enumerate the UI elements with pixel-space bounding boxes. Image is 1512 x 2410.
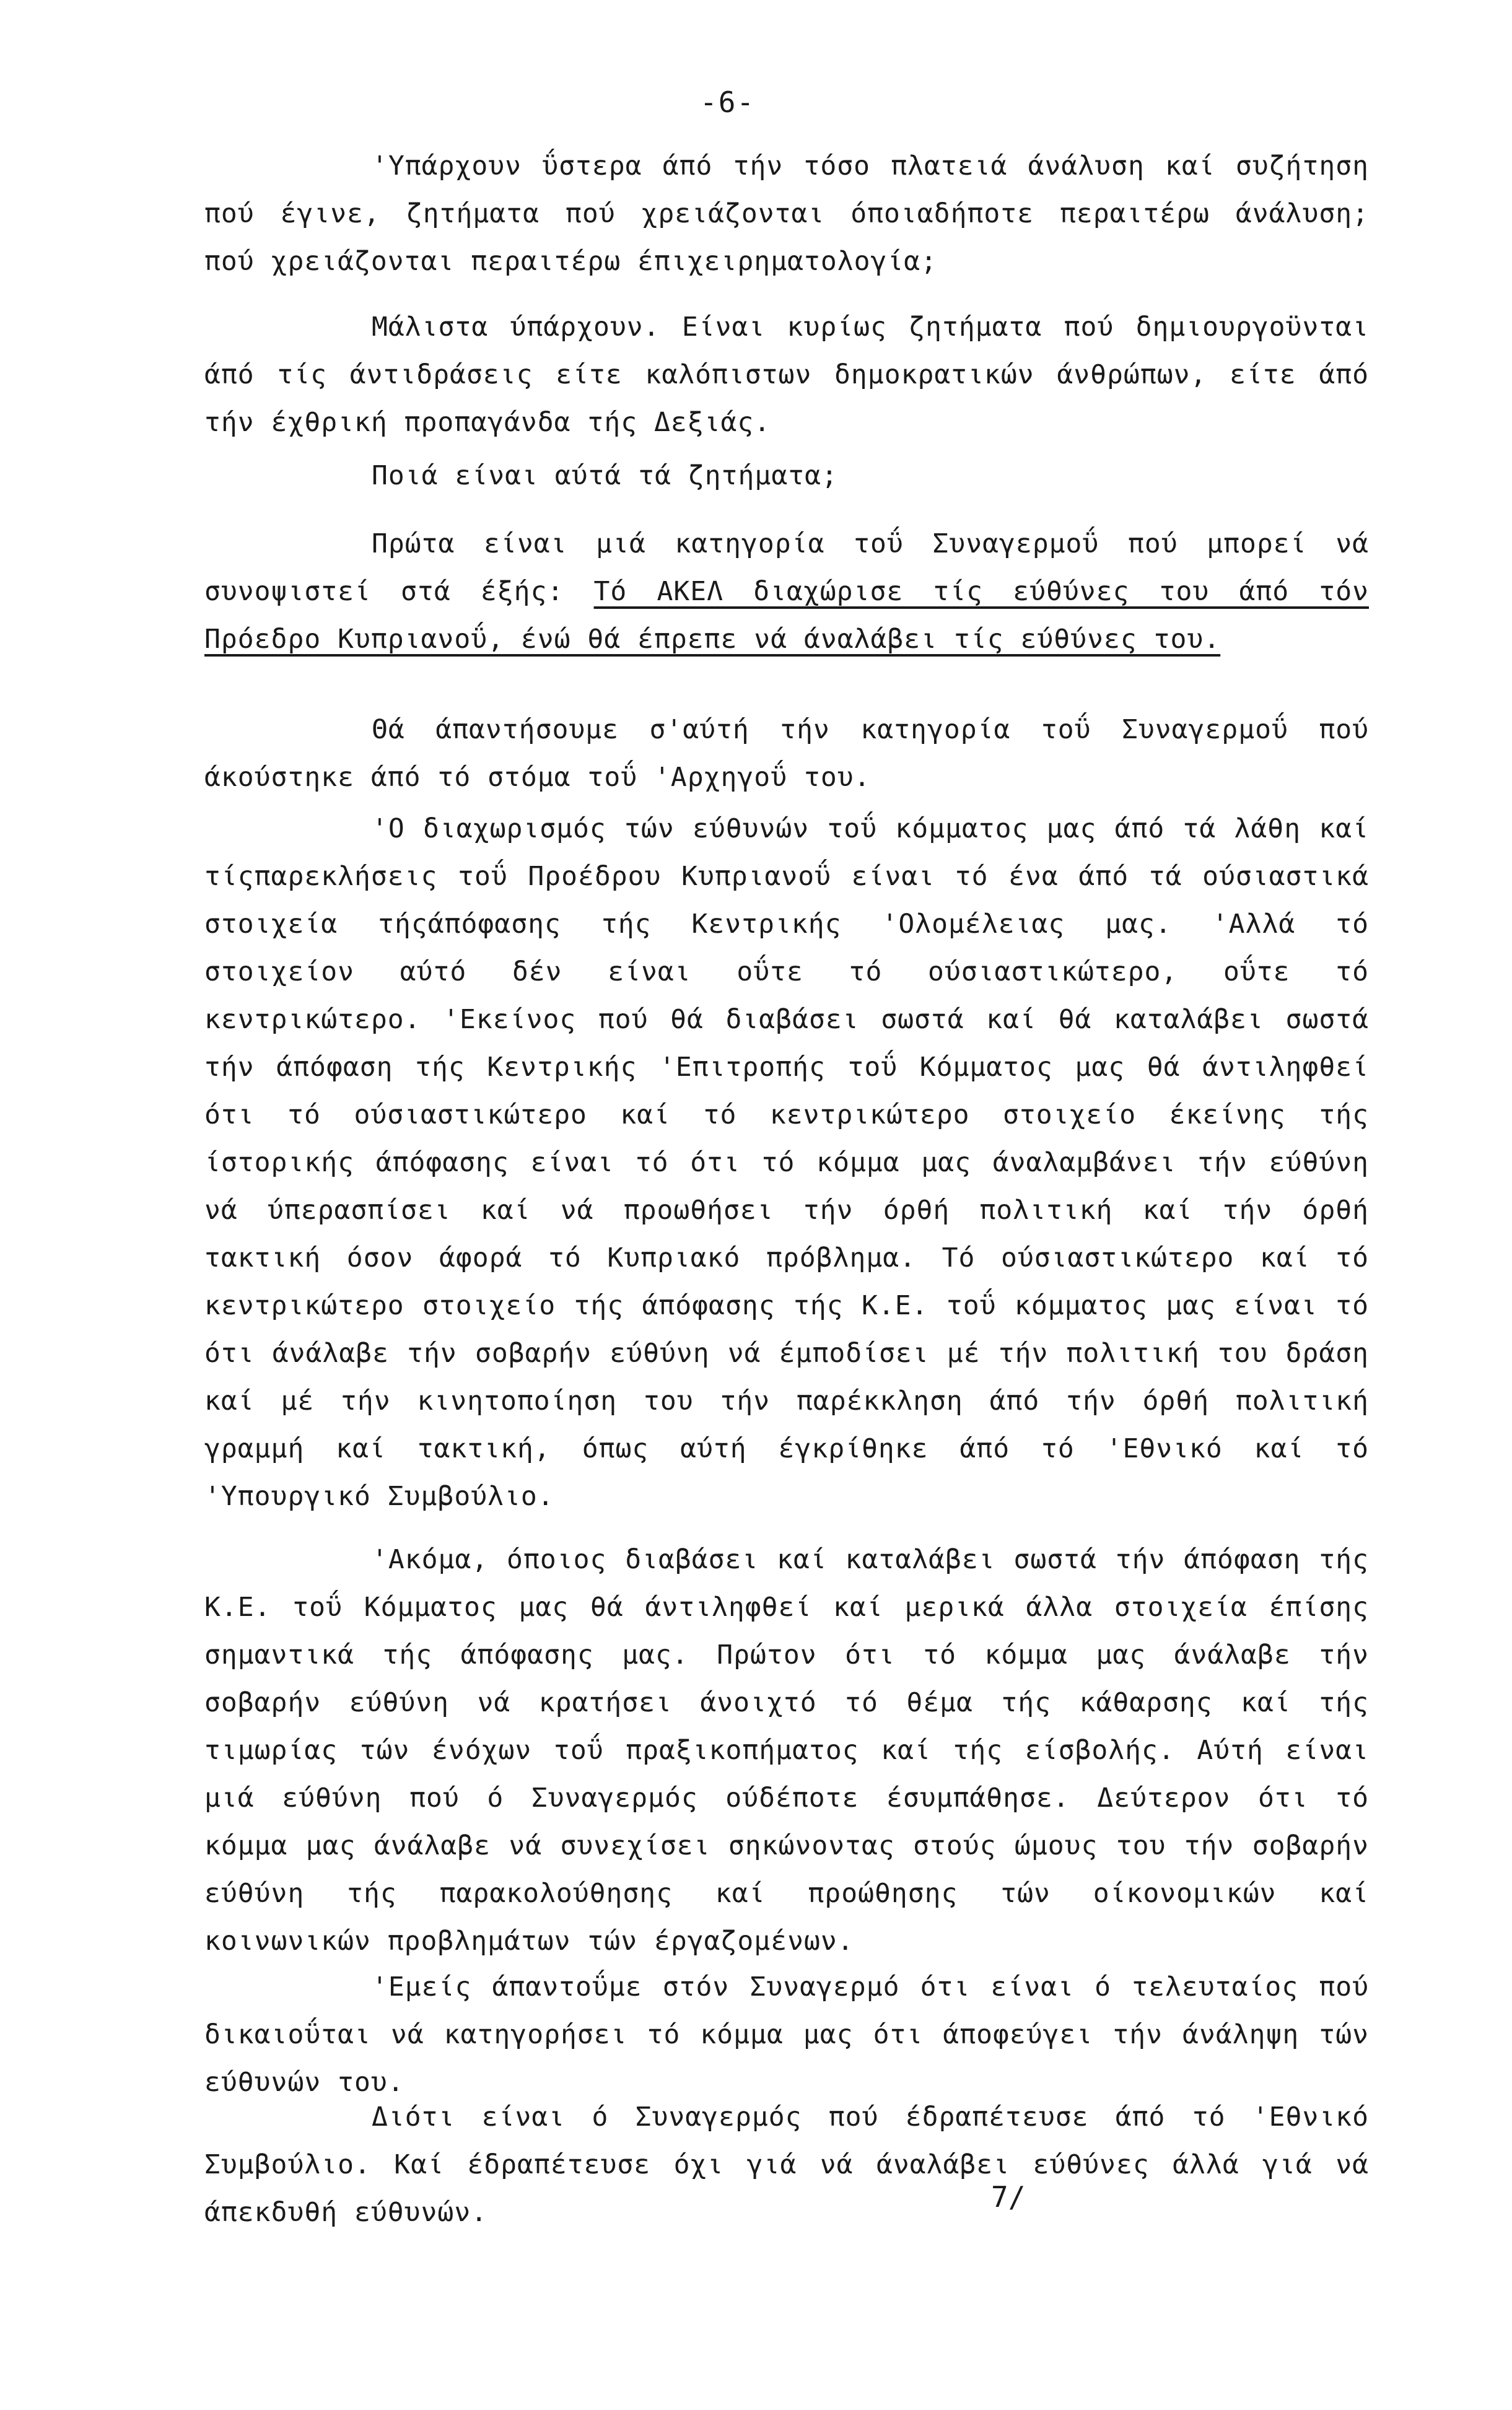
paragraph-9: Διότι είναι ό Συναγερμός πού έδραπέτευσε άπό τό 'Εθνικό Συμβούλιο. Καί έδραπέτευσε όχι γιά νά άναλάβει εύθύνες άλλά γιά νά άπεκδυθή εύθυνών. (204, 2102, 1369, 2228)
paragraph-4 (204, 520, 1369, 663)
paragraph-3: Ποιά είναι αύτά τά ζητήματα; (372, 460, 838, 491)
paragraph-6: 'Ο διαχωρισμός τών εύθυνών τοΰ κόμματος μας άπό τά λάθη καί τίςπαρεκλήσεις τοΰ Προέδρου Κυπριανοΰ είναι τό ένα άπό τά ούσιαστικά στοιχεία τήςάπόφασης τής Κεντρικής 'Ολομέλειας μας. 'Αλλά τό στοιχείον αύτό δέν είναι οΰτε τό ούσιαστικώτερο, οΰτε τό κεντρικώτερο. 'Εκείνος πού θά διαβάσει σωστά καί θά καταλάβει σωστά τήν άπόφαση τής Κεντρικής 'Επιτροπής τοΰ Κόμματος μας θά άντιληφθεί ότι τό ούσιαστικώτερο καί τό κεντρικώτερο στοιχείο έκείνης τής ίστορικής άπόφασης είναι τό ότι τό κόμμα μας άναλαμβάνει τήν εύθύνη νά ύπερασπίσει καί νά προωθήσει τήν όρθή πολιτική καί τήν όρθή τακτική όσον άφορά τό Κυπριακό πρόβλημα. Τό ούσιαστικώτερο καί τό κεντρικώτερο στοιχείο τής άπόφασης τής Κ.Ε. τοΰ κόμματος μας είναι τό ότι άνάλαβε τήν σοβαρήν εύθύνη νά έμποδίσει μέ τήν πολιτική του δράση καί μέ τήν κινητοποίηση του τήν παρέκκληση άπό τήν όρθή πολιτική γραμμή καί τακτική, όπως αύτή έγκρίθηκε άπό τό 'Εθνικό καί τό 'Υπουργικό Συμβούλιο. (204, 813, 1369, 1512)
paragraph-7: 'Ακόμα, όποιος διαβάσει καί καταλάβει σωστά τήν άπόφαση τής Κ.Ε. τοΰ Κόμματος μας θά άντιληφθεί καί μερικά άλλα στοιχεία έπίσης σημαντικά τής άπόφασης μας. Πρώτον ότι τό κόμμα μας άνάλαβε τήν σοβαρήν εύθύνη νά κρατήσει άνοιχτό τό θέμα τής κάθαρσης καί τής τιμωρίας τών ένόχων τοΰ πραξικοπήματος καί τής είσβολής. Αύτή είναι μιά εύθύνη πού ό Συναγερμός ούδέποτε έσυμπάθησε. Δεύτερον ότι τό κόμμα μας άνάλαβε νά συνεχίσει σηκώνοντας στούς ώμους του τήν σοβαρήν εύθύνη τής παρακολούθησης καί προώθησης τών οίκονομικών καί κοινωνικών προβλημάτων τών έργαζομένων. (204, 1544, 1369, 1957)
paragraph-1: 'Υπάρχουν ΰστερα άπό τήν τόσο πλατειά άνάλυση καί συζήτηση πού έγινε, ζητήματα πού χρειάζονται όποιαδήποτε περαιτέρω άνάλυση; πού χρειάζονται περαιτέρω έπιχειρηματολογία; (204, 151, 1369, 277)
paragraph-8: 'Εμείς άπαντοΰμε στόν Συναγερμό ότι είναι ό τελευταίος πού δικαιοΰται νά κατηγορήσει τό κόμμα μας ότι άποφεύγει τήν άνάληψη τών εύθυνών του. (204, 1971, 1369, 2098)
paragraph-4-intro: Πρώτα είναι μιά κατηγορία τοΰ Συναγερμοΰ πού μπορεί νά συνοψιστεί στά έξής: (204, 528, 1369, 607)
page-number: -6- (700, 85, 756, 119)
paragraph-4-underlined-quote: Τό ΑΚΕΛ διαχώρισε τίς εύθύνες του άπό τόν Πρόεδρο Κυπριανοΰ, ένώ θά έπρεπε νά άναλάβει τίς εύθύνες του. (204, 576, 1370, 655)
next-page-marker: 7/ (991, 2180, 1026, 2214)
paragraph-5: Θά άπαντήσουμε σ'αύτή τήν κατηγορία τοΰ Συναγερμοΰ πού άκούστηκε άπό τό στόμα τοΰ 'Αρχηγοΰ του. (204, 714, 1369, 793)
paragraph-2: Μάλιστα ύπάρχουν. Είναι κυρίως ζητήματα πού δημιουργοϋνται άπό τίς άντιδράσεις είτε καλόπιστων δημοκρατικών άνθρώπων, είτε άπό τήν έχθρική προπαγάνδα τής Δεξιάς. (204, 312, 1369, 438)
